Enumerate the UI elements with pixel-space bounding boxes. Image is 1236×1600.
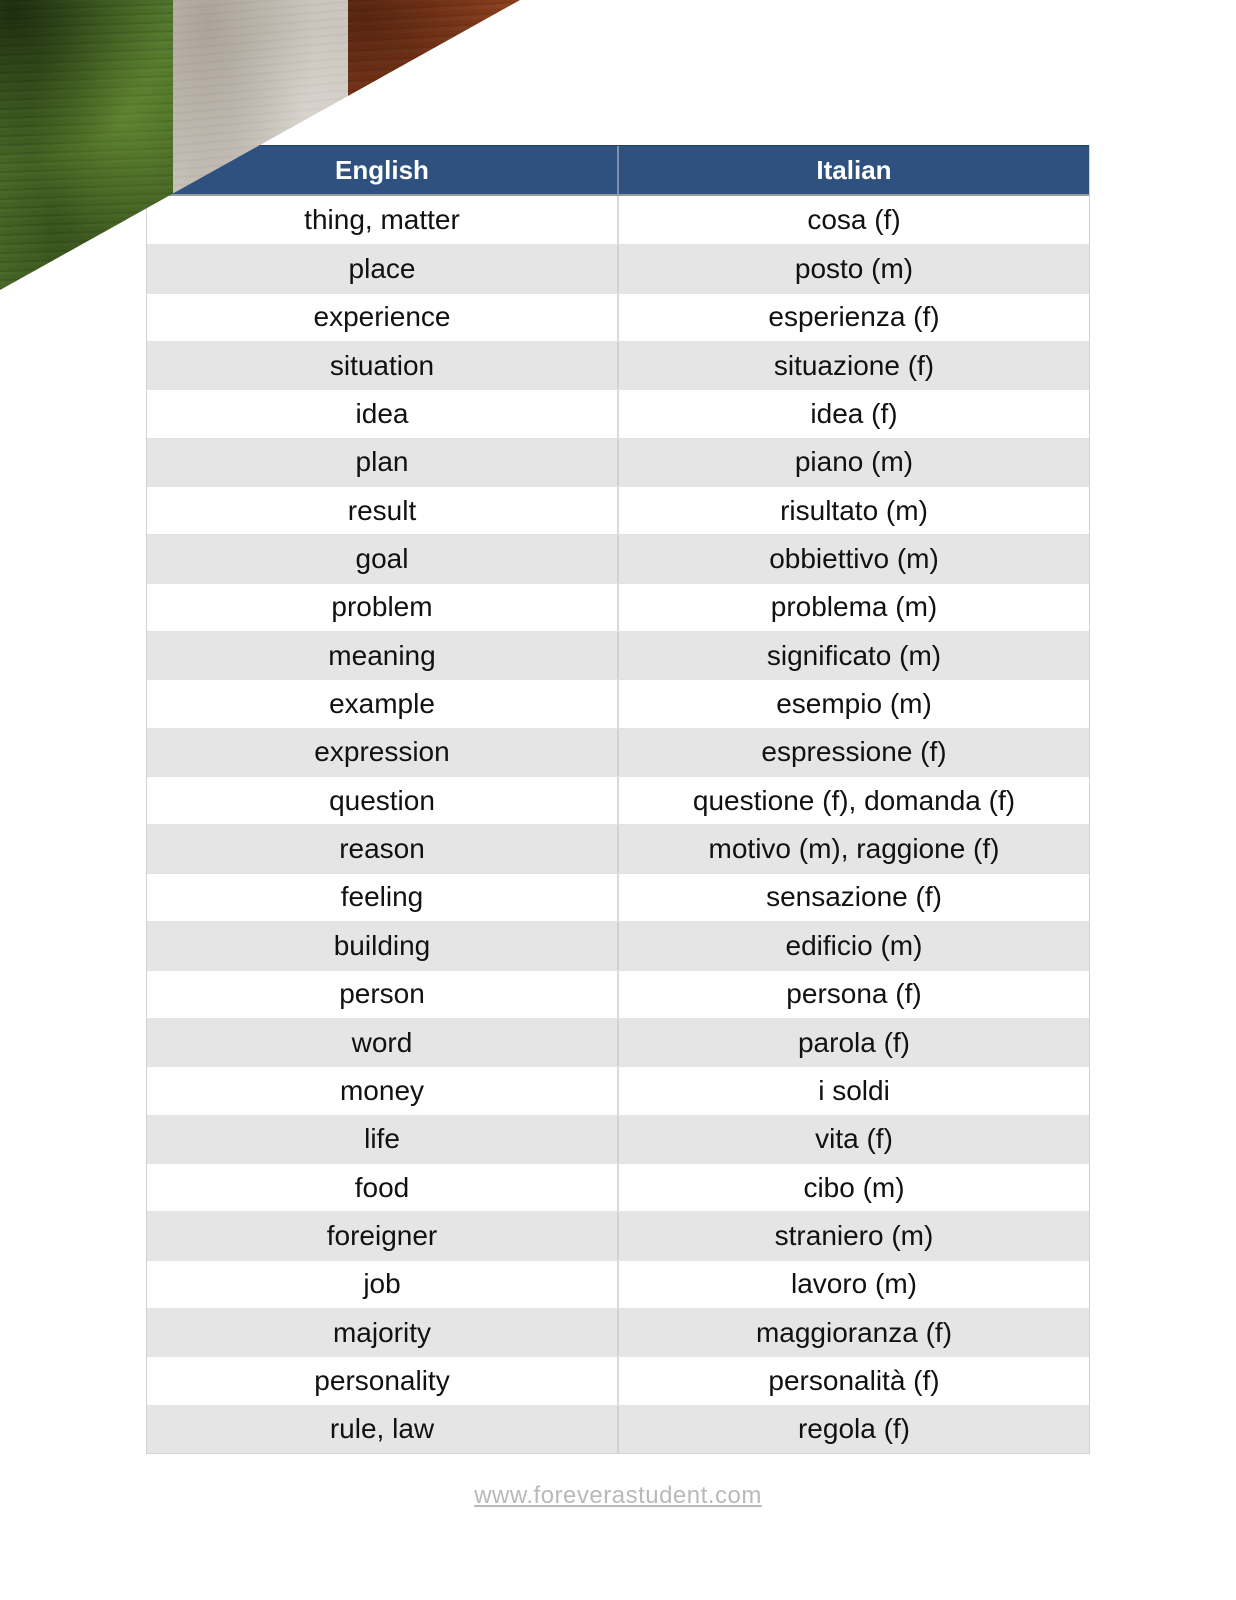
table-row	[147, 728, 1089, 776]
table-row	[147, 196, 1089, 244]
column-header-italian: Italian	[816, 154, 892, 185]
table-header-row	[147, 145, 1089, 196]
italian-cell: lavoro (m)	[790, 1268, 917, 1300]
italian-cell: edificio (m)	[785, 929, 923, 961]
english-cell: place	[147, 245, 619, 292]
italian-cell: situazione (f)	[773, 349, 935, 381]
english-cell: meaning	[147, 632, 619, 679]
english-cell: personality	[147, 1357, 619, 1404]
english-cell: question	[147, 777, 619, 824]
table-row	[147, 244, 1089, 292]
english-cell: building	[147, 922, 619, 969]
english-cell: person	[147, 971, 619, 1018]
italian-cell: motivo (m), raggione (f)	[708, 833, 1000, 865]
english-cell: feeling	[147, 874, 619, 921]
english-cell: money	[147, 1067, 619, 1114]
table-row	[147, 970, 1089, 1018]
italian-cell: cibo (m)	[803, 1171, 905, 1203]
vocab-table	[146, 145, 1090, 1454]
english-cell: foreigner	[147, 1212, 619, 1259]
italian-cell: questione (f), domanda (f)	[692, 784, 1016, 816]
english-cell: expression	[147, 729, 619, 776]
table-row	[147, 1356, 1089, 1404]
italian-cell: problema (m)	[770, 591, 938, 623]
table-row	[147, 631, 1089, 679]
table-row	[147, 293, 1089, 341]
english-cell: word	[147, 1019, 619, 1066]
table-row	[147, 1115, 1089, 1163]
english-cell: reason	[147, 825, 619, 872]
table-row	[147, 1405, 1089, 1453]
page-footer	[0, 1482, 1236, 1510]
italian-cell: cosa (f)	[807, 204, 901, 236]
english-cell: food	[147, 1164, 619, 1211]
italian-cell: personalità (f)	[768, 1364, 940, 1396]
italian-cell: obbiettivo (m)	[769, 543, 939, 575]
italian-cell: posto (m)	[794, 253, 914, 285]
english-cell: rule, law	[147, 1406, 619, 1453]
table-row	[147, 776, 1089, 824]
table-row	[147, 486, 1089, 534]
table-row	[147, 1308, 1089, 1356]
italian-cell: espressione (f)	[761, 736, 947, 768]
italian-cell: maggioranza (f)	[755, 1316, 953, 1348]
italian-cell: sensazione (f)	[766, 881, 942, 913]
english-cell: job	[147, 1261, 619, 1308]
italian-cell: straniero (m)	[774, 1219, 934, 1251]
english-cell: result	[147, 487, 619, 534]
italian-cell: esperienza (f)	[768, 301, 940, 333]
table-row	[147, 1066, 1089, 1114]
italian-cell: vita (f)	[815, 1123, 893, 1155]
table-row	[147, 389, 1089, 437]
italian-cell: idea (f)	[810, 398, 898, 430]
english-cell: experience	[147, 294, 619, 341]
english-cell: goal	[147, 535, 619, 582]
table-row	[147, 679, 1089, 727]
table-row	[147, 534, 1089, 582]
english-cell: plan	[147, 439, 619, 486]
italian-cell: risultato (m)	[780, 494, 928, 526]
table-row	[147, 583, 1089, 631]
english-cell: life	[147, 1116, 619, 1163]
table-row	[147, 438, 1089, 486]
italian-cell: esempio (m)	[776, 688, 932, 720]
table-body	[147, 196, 1089, 1453]
english-cell: situation	[147, 342, 619, 389]
table-row	[147, 1260, 1089, 1308]
table-row	[147, 1211, 1089, 1259]
italian-cell: regola (f)	[797, 1413, 911, 1445]
footer-website-link[interactable]: www.foreverastudent.com	[474, 1482, 762, 1509]
table-row	[147, 341, 1089, 389]
italian-cell: significato (m)	[766, 639, 942, 671]
table-row	[147, 921, 1089, 969]
column-header-english: English	[147, 146, 619, 194]
english-cell: problem	[147, 584, 619, 631]
english-cell: majority	[147, 1309, 619, 1356]
table-row	[147, 1163, 1089, 1211]
english-cell: thing, matter	[147, 196, 619, 244]
table-row	[147, 873, 1089, 921]
italian-cell: piano (m)	[794, 446, 914, 478]
italian-cell: persona (f)	[786, 978, 922, 1010]
table-row	[147, 1018, 1089, 1066]
italian-cell: parola (f)	[797, 1026, 911, 1058]
italian-cell: i soldi	[818, 1074, 890, 1106]
english-cell: example	[147, 680, 619, 727]
english-cell: idea	[147, 390, 619, 437]
table-row	[147, 824, 1089, 872]
